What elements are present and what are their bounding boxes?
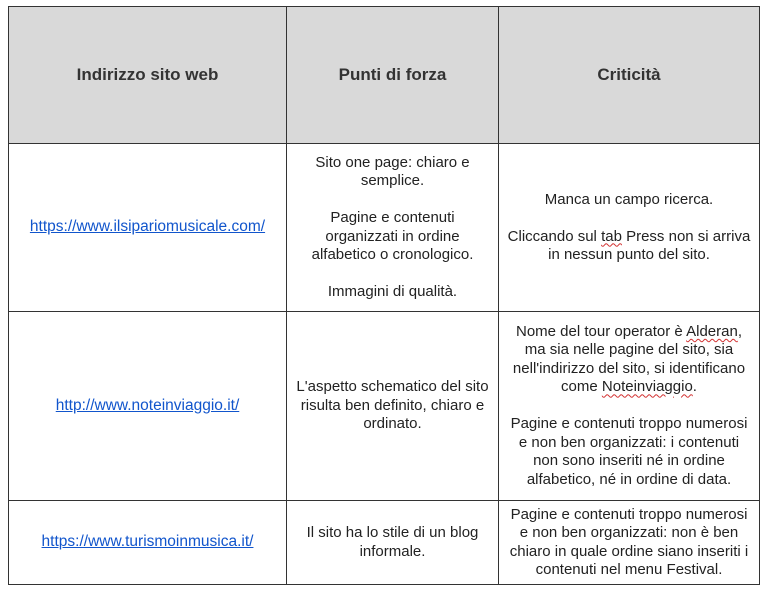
header-strengths: Punti di forza: [287, 7, 499, 144]
issues-cell: [499, 144, 760, 312]
strength-text: Il sito ha lo stile di un blog informale.: [306, 524, 479, 560]
strength-text: Sito one page: chiaro e semplice.: [315, 153, 470, 189]
table-row: [9, 501, 760, 585]
issues-cell: [499, 312, 760, 501]
strength-text: Pagine e contenuti organizzati in ordine alfabetico o cronologico.: [311, 209, 474, 263]
website-link[interactable]: http://www.noteinviaggio.it/: [55, 396, 240, 414]
strength-text: Immagini di qualità.: [327, 283, 458, 300]
website-cell: [9, 501, 287, 585]
website-cell: [9, 312, 287, 501]
strengths-cell: [287, 312, 499, 501]
issue-text: Pagine e contenuti troppo numerosi e non ben organizzati: i contenuti non sono inseriti né in ordine alfabetico, né in ordine di data.: [510, 415, 748, 488]
spellcheck-word: Alderan: [686, 322, 738, 340]
website-cell: [9, 144, 287, 312]
strength-text: L'aspetto schematico del sito risulta ben definito, chiaro e ordinato.: [296, 378, 489, 433]
header-website: Indirizzo sito web: [9, 7, 287, 144]
issue-text: Manca un campo ricerca.: [544, 190, 714, 208]
spellcheck-word: tab: [601, 227, 622, 245]
issue-text: Cliccando sul tab Press non si arriva in nessun punto del sito.: [507, 227, 751, 263]
table-row: [9, 144, 760, 312]
table-row: [9, 312, 760, 501]
issue-text: Nome del tour operator è Alderan, ma sia nelle pagine del sito, sia nell'indirizzo del sito, si identificano come Noteinviaggio.: [512, 322, 746, 396]
strengths-cell: [287, 144, 499, 312]
header-row: [9, 7, 760, 144]
issue-text: Pagine e contenuti troppo numerosi e non ben organizzati: non è ben chiaro in quale ordine siano inseriti i contenuti nel menu Festival.: [509, 505, 749, 578]
website-link[interactable]: https://www.turismoinmusica.it/: [41, 533, 254, 551]
issues-cell: [499, 501, 760, 585]
spellcheck-word: Noteinviaggio: [601, 378, 693, 396]
website-link[interactable]: https://www.ilsipariomusicale.com/: [29, 218, 266, 236]
header-issues: Criticità: [499, 7, 760, 144]
sites-comparison-table: [8, 6, 760, 585]
strengths-cell: [287, 501, 499, 585]
